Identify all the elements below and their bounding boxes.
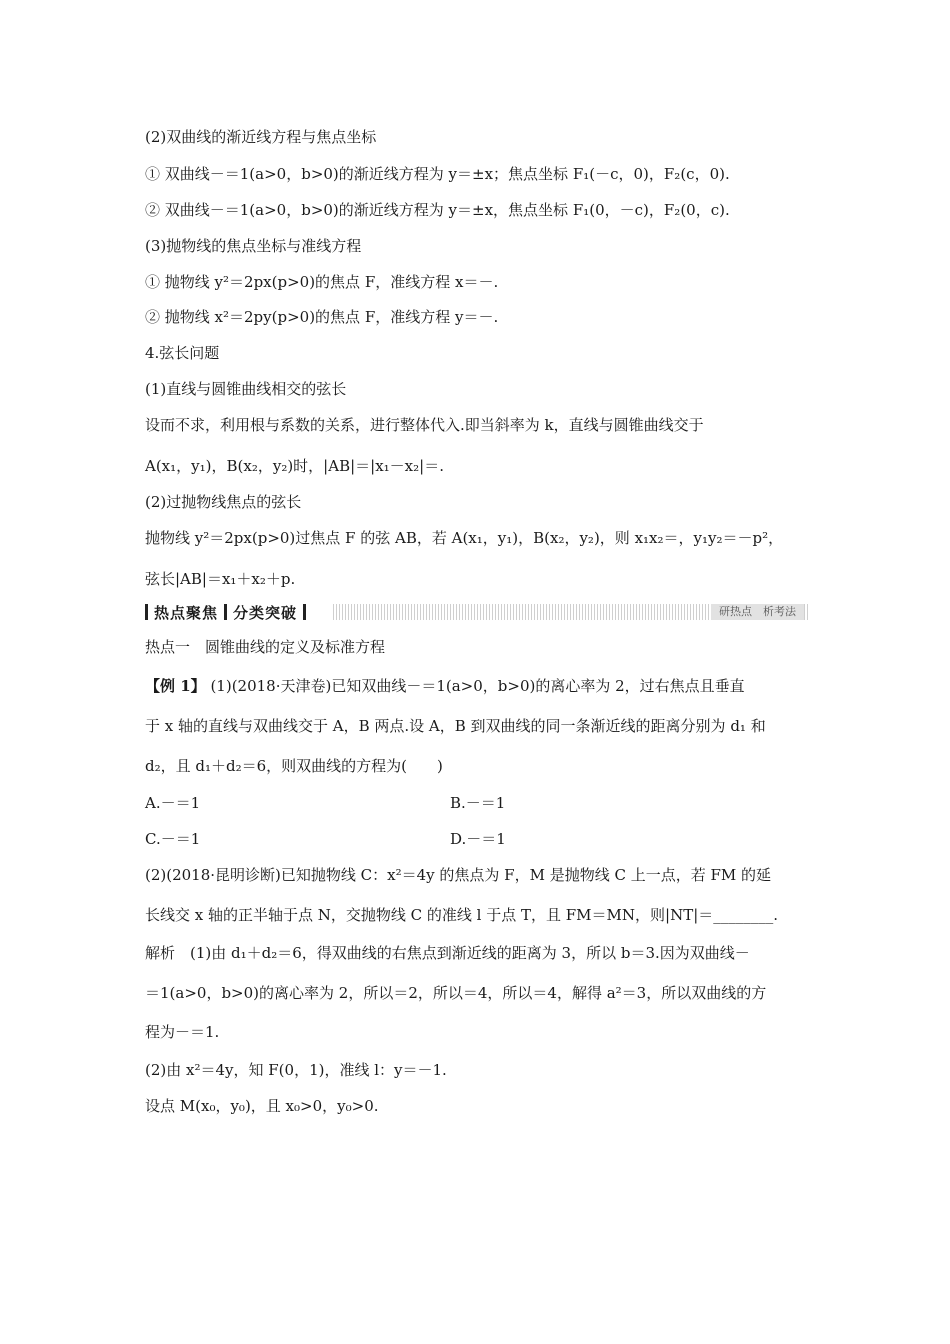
text-line: d₂，且 d₁＋d₂＝6，则双曲线的方程为( ) [145, 757, 443, 775]
text-line: 程为－＝1. [145, 1023, 220, 1041]
text-line: ＝1(a>0，b>0)的离心率为 2，所以＝2，所以＝4，所以＝4，解得 a²＝3，所以双曲线的方 [145, 984, 767, 1002]
text-line: ① 双曲线－＝1(a>0，b>0)的渐近线方程为 y＝±x；焦点坐标 F₁(－c，0)，F₂(c，0). [145, 165, 730, 183]
banner-title-part1: 热点聚焦 [154, 603, 219, 622]
option-a: A.－＝1 [145, 794, 201, 812]
option-b: B.－＝1 [450, 794, 506, 812]
example-line [145, 676, 745, 696]
subheading: (1)直线与圆锥曲线相交的弦长 [145, 380, 347, 398]
text-line: A(x₁，y₁)，B(x₂，y₂)时，|AB|＝|x₁－x₂|＝. [145, 457, 444, 475]
text-line: (2)由 x²＝4y，知 F(0，1)，准线 l：y＝－1. [145, 1061, 447, 1079]
banner-bar [224, 604, 227, 620]
text-line: 弦长|AB|＝x₁＋x₂＋p. [145, 570, 296, 588]
option-d: D.－＝1 [450, 830, 506, 848]
text-line: 设点 M(x₀，y₀)，且 x₀>0，y₀>0. [145, 1097, 379, 1115]
section-heading-parabola: (3)抛物线的焦点坐标与准线方程 [145, 237, 362, 255]
text-line: 长线交 x 轴的正半轴于点 N，交抛物线 C 的准线 l 于点 T，且 FM＝MN，则|NT|＝________. [145, 906, 779, 924]
text-line: ② 双曲线－＝1(a>0，b>0)的渐近线方程为 y＝±x，焦点坐标 F₁(0，－c)，F₂(0，c). [145, 201, 730, 219]
banner-bar [303, 604, 306, 620]
example-label: 【例 1】 [145, 677, 206, 695]
text-line: 抛物线 y²＝2px(p>0)过焦点 F 的弦 AB，若 A(x₁，y₁)，B(x₂，y₂)，则 x₁x₂＝，y₁y₂＝－p²， [145, 529, 784, 547]
banner-tag: 研热点 析考法 [711, 604, 804, 620]
text-line: ① 抛物线 y²＝2px(p>0)的焦点 F，准线方程 x＝－. [145, 273, 499, 291]
example-text: (1)(2018·天津卷)已知双曲线－＝1(a>0，b>0)的离心率为 2，过右焦点且垂直 [205, 677, 745, 695]
text-line: (2)(2018·昆明诊断)已知抛物线 C：x²＝4y 的焦点为 F，M 是抛物线 C 上一点，若 FM 的延 [145, 866, 772, 884]
solution-line: 解析 (1)由 d₁＋d₂＝6，得双曲线的右焦点到渐近线的距离为 3，所以 b＝3.因为双曲线－ [145, 944, 750, 962]
text-line: 于 x 轴的直线与双曲线交于 A，B 两点.设 A，B 到双曲线的同一条渐近线的距离分别为 d₁ 和 [145, 717, 766, 735]
banner-title-part2: 分类突破 [233, 603, 298, 622]
section-banner [145, 601, 810, 623]
subheading: (2)过抛物线焦点的弦长 [145, 493, 302, 511]
text-line: 设而不求，利用根与系数的关系，进行整体代入.即当斜率为 k，直线与圆锥曲线交于 [145, 416, 704, 434]
section-heading-asymptote: (2)双曲线的渐近线方程与焦点坐标 [145, 128, 377, 146]
banner-bar [145, 604, 148, 620]
text-line: ② 抛物线 x²＝2py(p>0)的焦点 F，准线方程 y＝－. [145, 308, 499, 326]
banner-title [145, 601, 312, 623]
section-heading-chord: 4.弦长问题 [145, 344, 220, 362]
option-c: C.－＝1 [145, 830, 201, 848]
hotspot-heading: 热点一 圆锥曲线的定义及标准方程 [145, 638, 386, 656]
